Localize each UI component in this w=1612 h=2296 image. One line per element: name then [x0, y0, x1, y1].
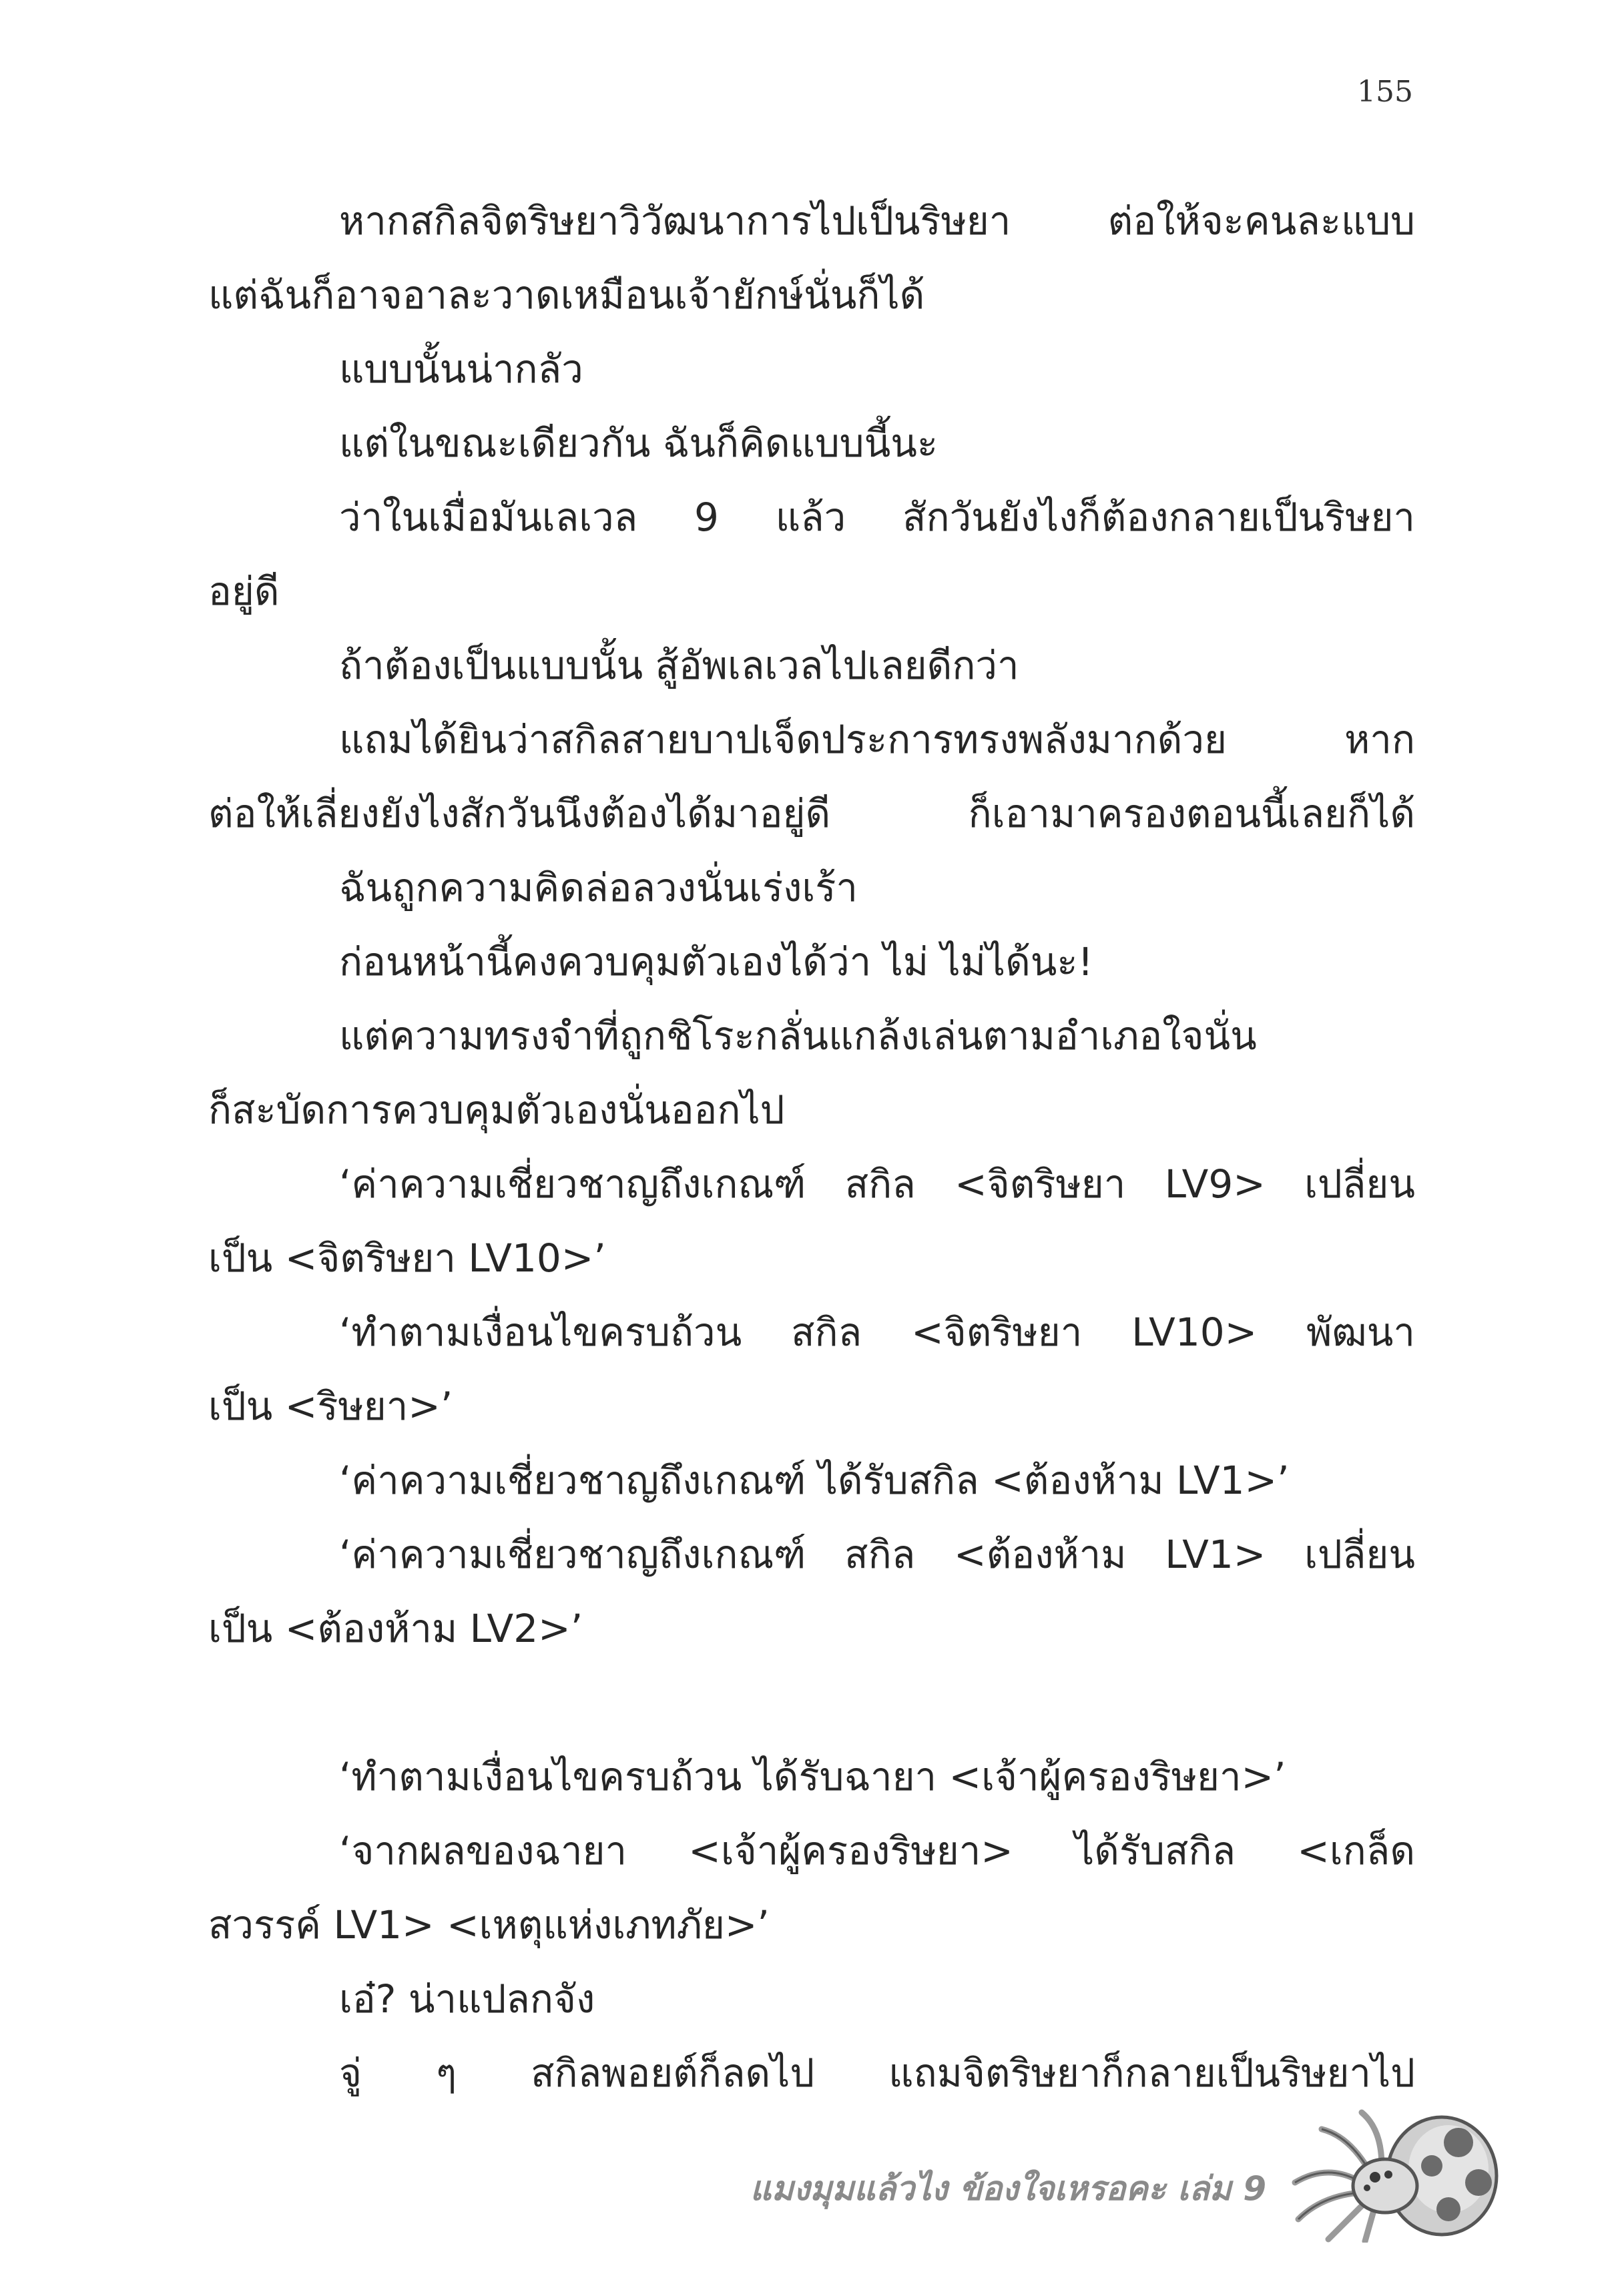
blank-line	[208, 1666, 1415, 1740]
text-line: เป็น <จิตริษยา LV10>’	[208, 1235, 606, 1281]
text-line: ‘ค่าความเชี่ยวชาญถึงเกณฑ์ สกิล <จิตริษยา LV9> เปลี่ยน	[339, 1161, 1415, 1207]
text-line: เอ๋? น่าแปลกจัง	[339, 1976, 595, 2022]
text-line: ก็สะบัดการควบคุมตัวเองนั่นออกไป	[208, 1087, 785, 1133]
text-line: ‘ทำตามเงื่อนไขครบถ้วน สกิล <จิตริษยา LV10> พัฒนา	[339, 1310, 1415, 1355]
text-line: แต่ความทรงจำที่ถูกชิโระกลั่นแกล้งเล่นตามอำเภอใจนั่น	[339, 1013, 1257, 1059]
text-line: ถ้าต้องเป็นแบบนั้น สู้อัพเลเวลไปเลยดีกว่า	[339, 643, 1019, 688]
text-line: ต่อให้เลี่ยงยังไงสักวันนึงต้องได้มาอยู่ดี ก็เอามาครองตอนนี้เลยก็ได้	[208, 791, 1415, 836]
text-line: แต่ในขณะเดียวกัน ฉันก็คิดแบบนี้นะ	[339, 420, 938, 466]
text-line: หากสกิลจิตริษยาวิวัฒนาการไปเป็นริษยา ต่อให้จะคนละแบบ	[339, 198, 1415, 244]
page-footer	[0, 2102, 1612, 2249]
page-number: 155	[1357, 75, 1413, 109]
text-line: ก่อนหน้านี้คงควบคุมตัวเองได้ว่า ไม่ ไม่ได้นะ!	[339, 939, 1093, 984]
text-line: เป็น <ต้องห้าม LV2>’	[208, 1606, 583, 1651]
text-line: แถมได้ยินว่าสกิลสายบาปเจ็ดประการทรงพลังมากด้วย หาก	[339, 717, 1415, 762]
text-line: สวรรค์ LV1> <เหตุแห่งเภทภัย>’	[208, 1902, 770, 1948]
body-text	[208, 184, 1415, 2110]
text-line: อยู่ดี	[208, 569, 280, 614]
text-line: แบบนั้นน่ากลัว	[339, 346, 583, 392]
text-line: เป็น <ริษยา>’	[208, 1384, 453, 1429]
text-line: แต่ฉันก็อาจอาละวาดเหมือนเจ้ายักษ์นั่นก็ได้	[208, 272, 925, 318]
text-line: ‘จากผลของฉายา <เจ้าผู้ครองริษยา> ได้รับสกิล <เกล็ด	[339, 1828, 1415, 1874]
text-line: จู่ ๆ สกิลพอยต์ก็ลดไป แถมจิตริษยาก็กลายเป็นริษยาไป	[339, 2050, 1415, 2096]
text-line: ‘ค่าความเชี่ยวชาญถึงเกณฑ์ สกิล <ต้องห้าม LV1> เปลี่ยน	[339, 1532, 1415, 1577]
book-title: แมงมุมแล้วไง ข้องใจเหรอคะ เล่ม 9	[750, 2169, 1266, 2208]
text-line: ว่าในเมื่อมันเลเวล 9 แล้ว สักวันยังไงก็ต้องกลายเป็นริษยา	[339, 495, 1415, 540]
spider-icon	[1282, 2102, 1502, 2243]
text-line: ‘ทำตามเงื่อนไขครบถ้วน ได้รับฉายา <เจ้าผู้ครองริษยา>’	[339, 1754, 1286, 1799]
text-line: ‘ค่าความเชี่ยวชาญถึงเกณฑ์ ได้รับสกิล <ต้องห้าม LV1>’	[339, 1458, 1290, 1503]
text-line: ฉันถูกความคิดล่อลวงนั่นเร่งเร้า	[339, 865, 858, 910]
